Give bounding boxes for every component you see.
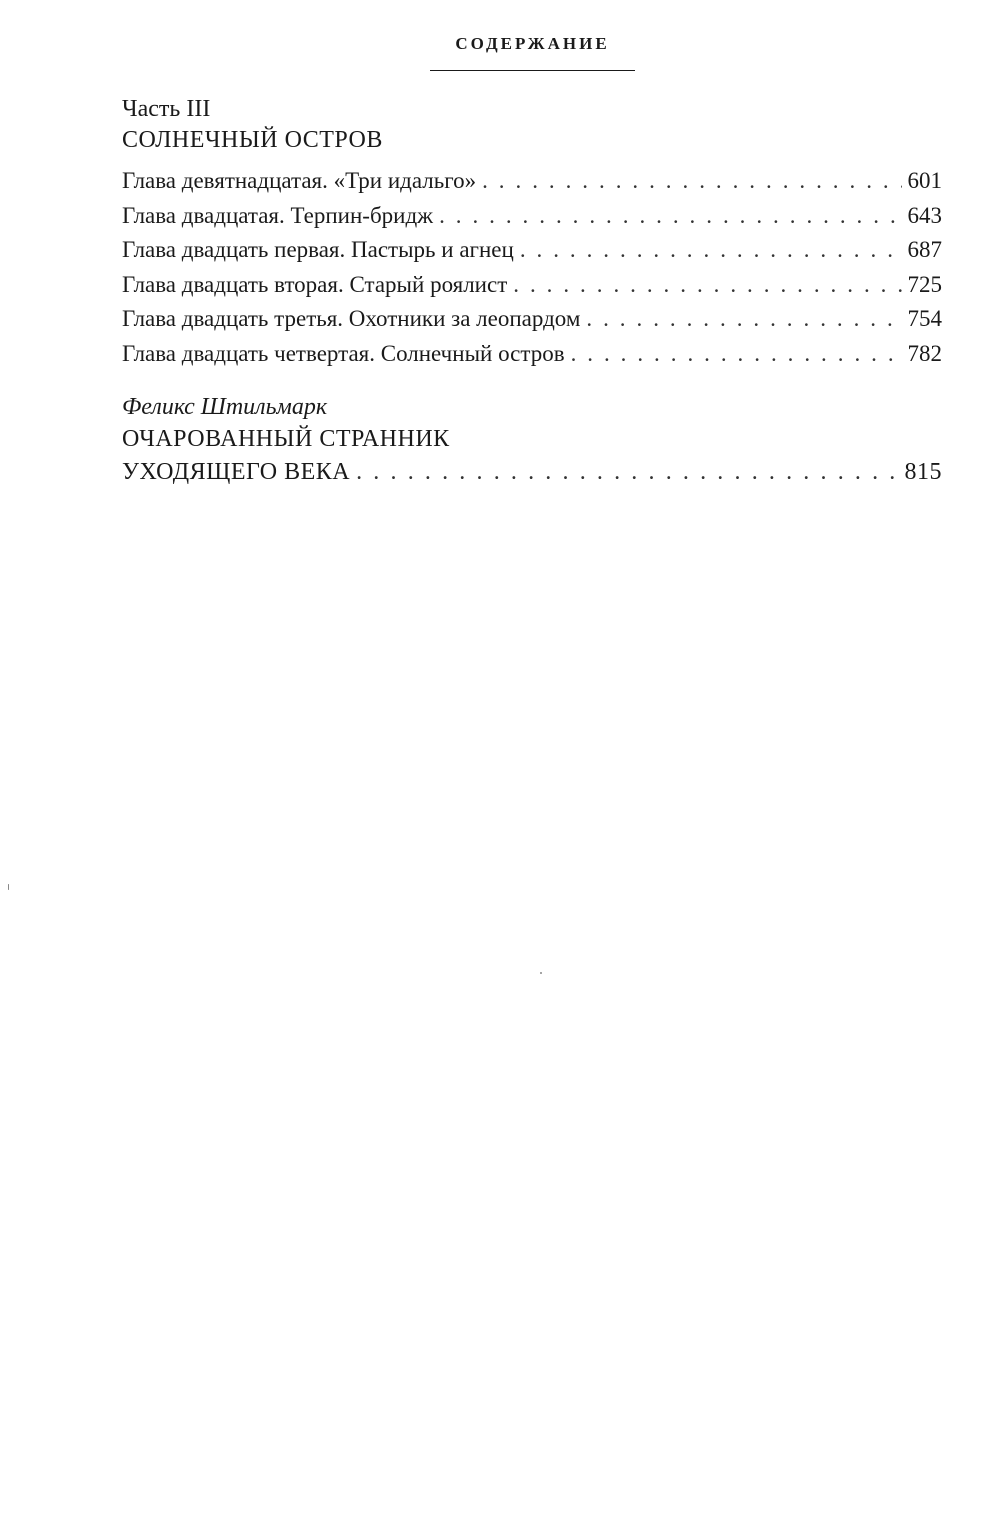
toc-entry-chapter-22 [122,268,942,303]
dot-leader [439,199,901,234]
toc-entry-title: Глава двадцать третья. Охотники за леопардом [122,306,581,331]
dot-leader [356,455,898,490]
toc-entry-chapter-20 [122,199,942,234]
print-speck [8,884,9,890]
table-of-contents [122,94,942,490]
dot-leader [520,233,902,268]
part-title: СОЛНЕЧНЫЙ ОСТРОВ [122,127,383,153]
dot-leader [513,268,901,303]
running-head: СОДЕРЖАНИЕ [455,34,610,53]
toc-entry-chapter-23 [122,302,942,337]
dot-leader [586,302,901,337]
toc-entry-chapter-21 [122,233,942,268]
part-label: Часть III [122,96,211,122]
toc-entry-page: 782 [907,340,942,366]
toc-entry-page: 643 [907,202,942,228]
toc-entry-page: 815 [904,459,942,485]
afterword-author: Феликс Штильмарк [122,394,328,420]
toc-entry-page: 754 [907,306,942,331]
toc-entry-title: Глава двадцать первая. Пастырь и агнец [122,237,514,262]
toc-entry-title: Глава двадцатая. Терпин-бридж [122,202,434,228]
toc-entry-afterword [122,455,942,490]
toc-entry-title: Глава двадцать четвертая. Солнечный остров [122,340,565,366]
toc-entry-title: Глава девятнадцатая. «Три идальго» [122,168,477,193]
afterword-title-line-2: УХОДЯЩЕГО ВЕКА [122,459,351,485]
dot-leader [571,337,902,372]
toc-entry-page: 687 [907,237,942,262]
toc-entry-page: 725 [907,271,942,297]
running-head-rule [430,70,635,71]
toc-entry-title: Глава двадцать вторая. Старый роялист [122,271,508,297]
toc-entry-chapter-19 [122,164,942,199]
dot-leader [482,164,901,199]
toc-entry-chapter-24 [122,337,942,372]
print-speck [540,972,542,974]
afterword-section [122,391,942,490]
afterword-title-line-1: ОЧАРОВАННЫЙ СТРАННИК [122,426,450,452]
toc-entry-page: 601 [907,168,942,193]
